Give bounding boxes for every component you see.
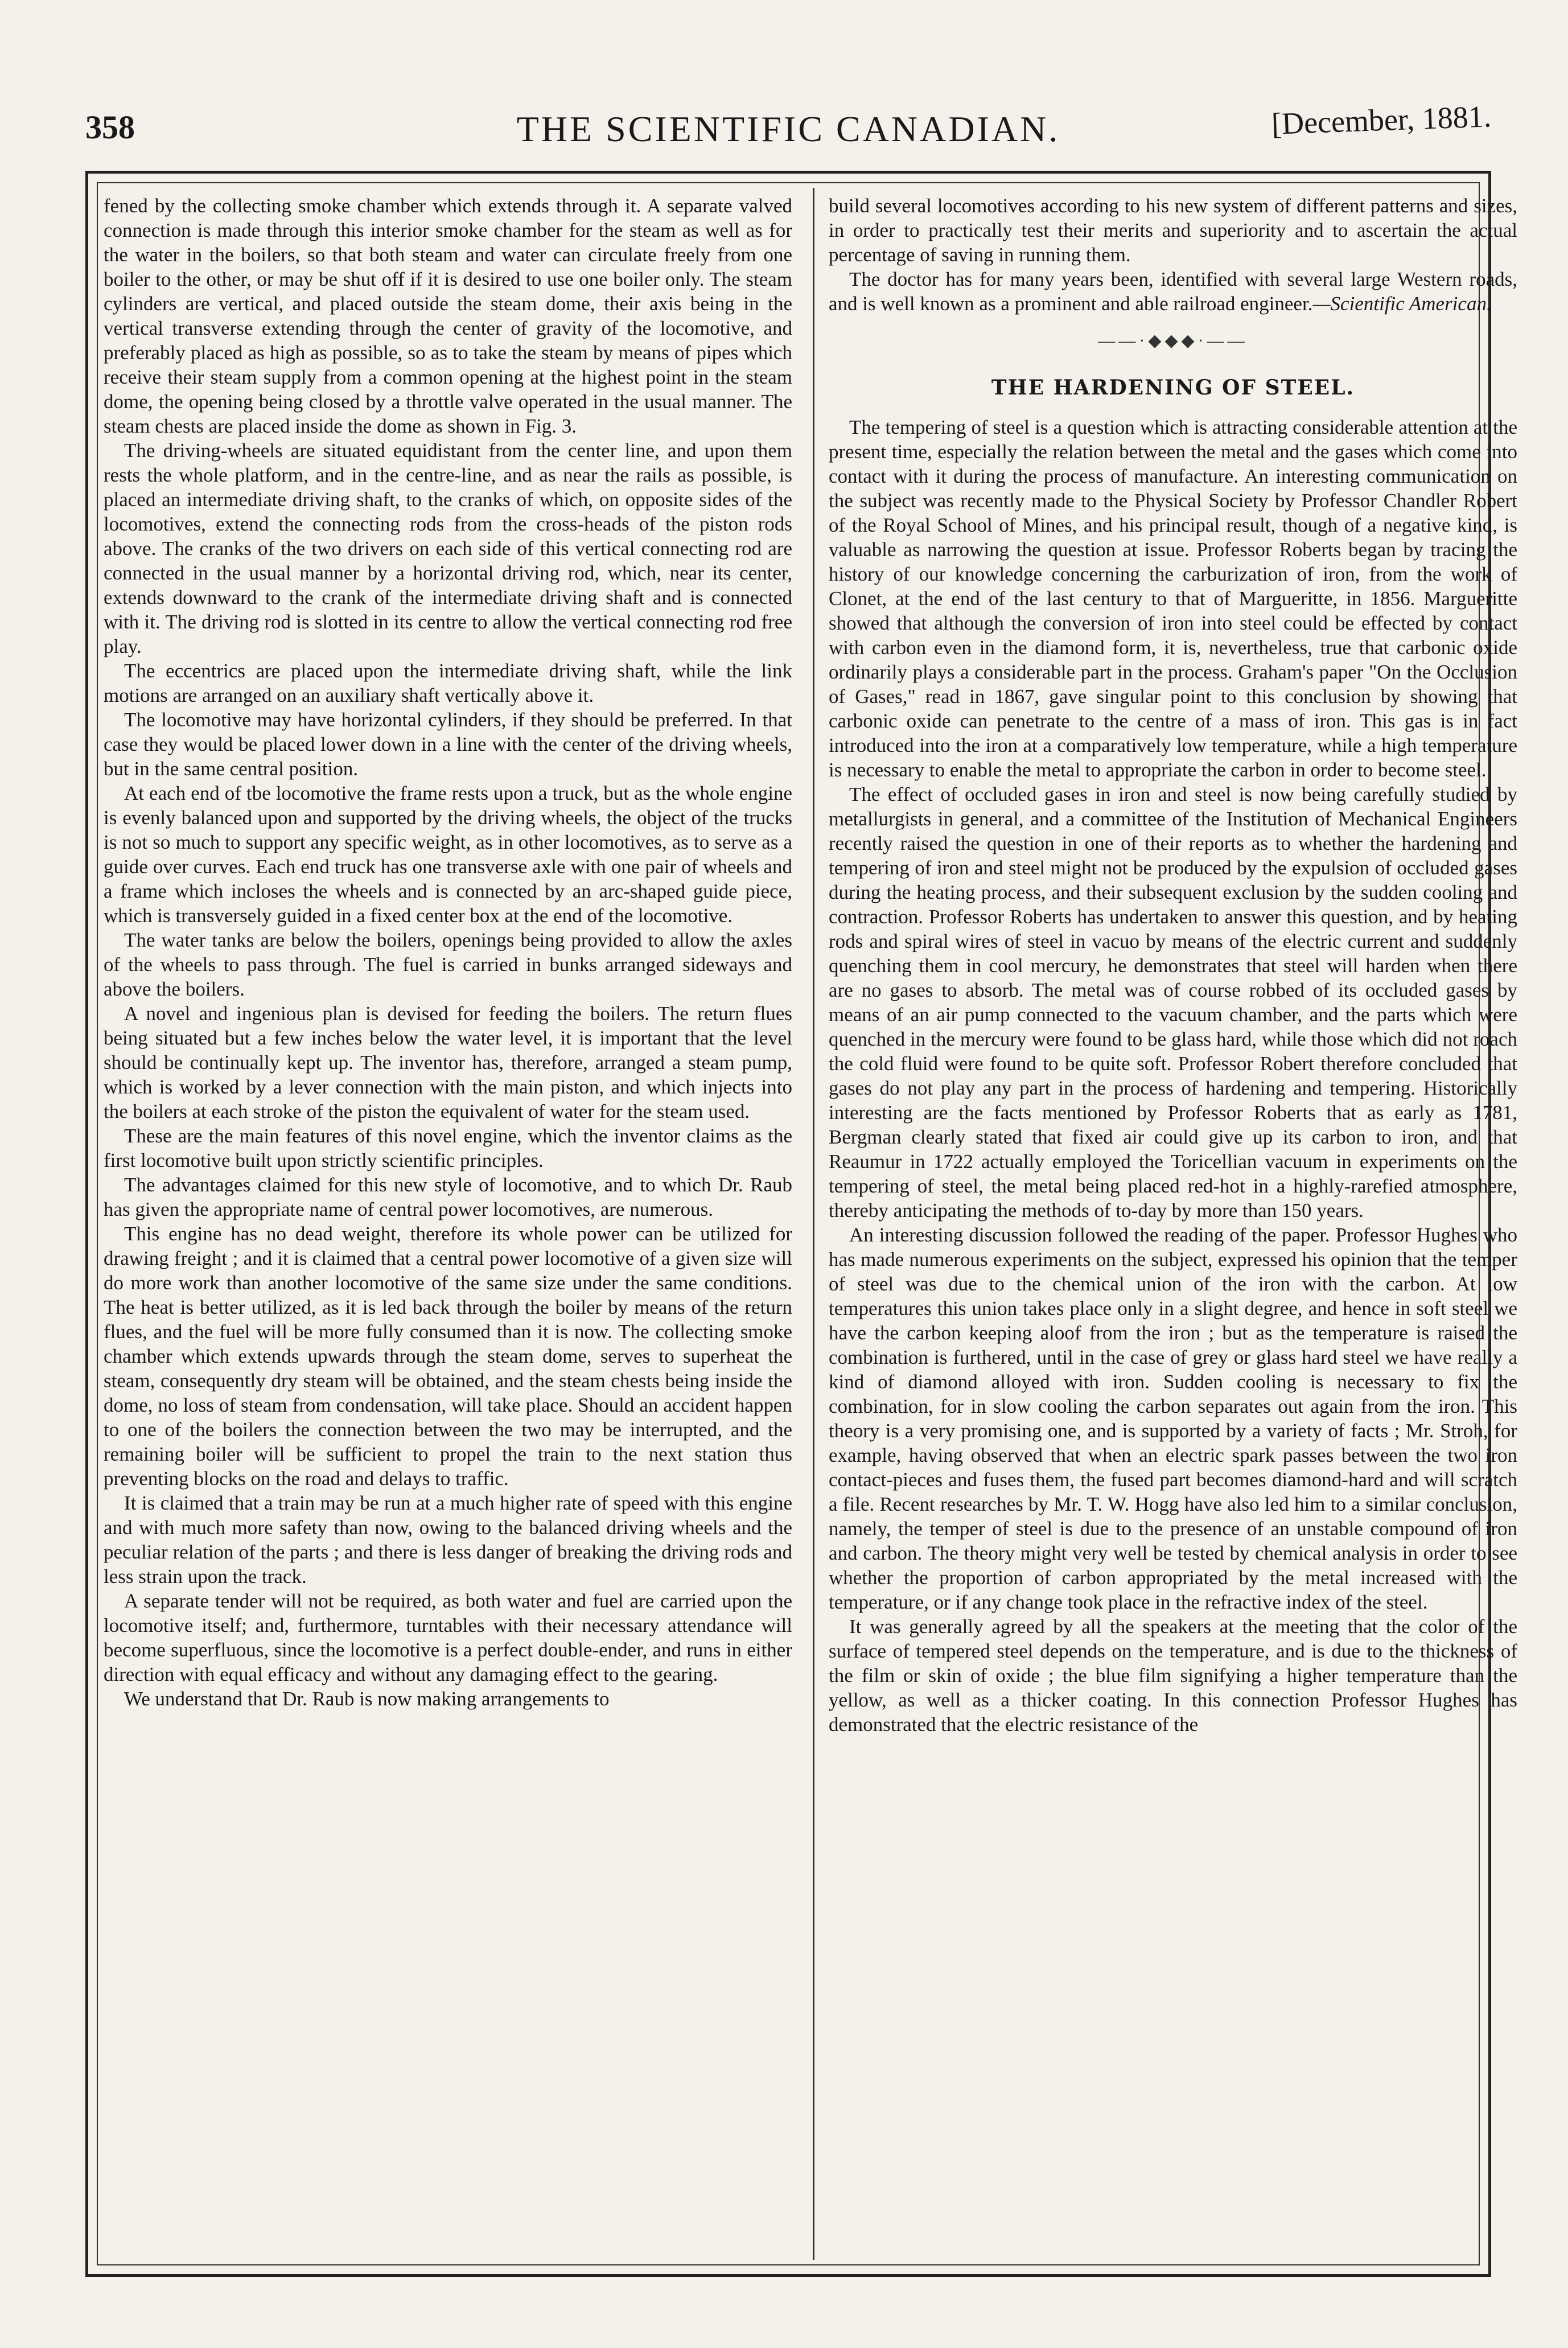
section-divider: ——·◆◆◆·—— [1098, 331, 1248, 350]
source-credit: —Scientific American. [1312, 293, 1492, 315]
issue-date: [December, 1881. [1270, 99, 1492, 141]
left-paragraph: The advantages claimed for this new style of locomotive, and to which Dr. Raub has given the appropriate name of central power locomotives, are numerous. [104, 1174, 792, 1220]
section-heading: THE HARDENING OF STEEL. [991, 376, 1355, 400]
journal-title: THE SCIENTIFIC CANADIAN. [516, 109, 1060, 149]
left-paragraph: The locomotive may have horizontal cylinders, if they should be preferred. In that case they would be placed lower down in a line with the center of the driving wheels, but in the same central position. [104, 709, 792, 780]
left-paragraph: It is claimed that a train may be run at a much higher rate of speed with this engine and with much more safety than now, owing to the balanced driving wheels and the peculiar relation of the parts ; and there is less danger of breaking the driving rods and less strain upon the track. [104, 1492, 792, 1588]
right-paragraph [829, 267, 1517, 316]
left-paragraph: fened by the collecting smoke chamber which extends through it. A separate valved connection is made through this interior smoke chamber for the steam as well as for the water in the boilers, so that both steam and water can circulate freely from one boiler to the other, or may be shut off if it is desired to use one boiler only. The steam cylinders are vertical, and placed outside the steam dome, their axis being in the vertical transverse extending through the center of gravity of the locomotive, and preferably placed as high as possible, so as to take the steam by means of pipes which receive their steam supply from a common opening at the highest point in the steam dome, the opening being closed by a throttle valve operated in the usual manner. The steam chests are placed inside the dome as shown in Fig. 3. [104, 195, 792, 437]
left-paragraph: We understand that Dr. Raub is now making arrangements to [124, 1688, 610, 1710]
left-column [104, 194, 792, 2260]
left-paragraph: The eccentrics are placed upon the intermediate driving shaft, while the link motions are arranged on an auxiliary shaft vertically above it. [104, 660, 792, 706]
article-paragraph: The tempering of steel is a question which is attracting considerable attention at the present time, especially the relation between the metal and the gases which come into contact with it during the process of manufacture. An interesting communication on the subject was recently made to the Physical Society by Professor Chandler Robert of the Royal School of Mines, and his principal result, though of a negative kind, is valuable as narrowing the question at issue. Professor Roberts began by tracing the history of our knowledge concerning the carburization of iron, from the work of Clonet, at the end of the last century to that of Margueritte, in 1856. Margueritte showed that although the conversion of iron into steel could be effected by contact with carbon even in the diamond form, it is, nevertheless, true that carbonic oxide ordinarily plays a considerable part in the process. Graham's paper "On the Occlusion of Gases," read in 1867, gave singular point to this conclusion by showing that carbonic oxide can penetrate to the centre of a mass of iron. This gas is in fact introduced into the iron at a comparatively low temperature, while a high temperature is necessary to enable the metal to appropriate the carbon in order to become steel. [829, 416, 1517, 781]
left-paragraph: A separate tender will not be required, as both water and fuel are carried upon the locomotive itself; and, furthermore, turntables with their necessary attendance will become superfluous, since the locomotive is a perfect double-ender, and runs in either direction with equal efficacy and without any damaging effect to the gearing. [104, 1590, 792, 1685]
article-paragraph: An interesting discussion followed the reading of the paper. Professor Hughes who has made numerous experiments on the subject, expressed his opinion that the temper of steel was due to the chemical union of the iron with the carbon. At low temperatures this union takes place only in a slight degree, and hence in soft steel we have the carbon keeping aloof from the iron ; but as the temperature is raised the combination is furthered, until in the case of grey or glass hard steel we have really a kind of diamond alloyed with iron. Sudden cooling is necessary to fix the combination, for in slow cooling the carbon separates out again from the iron. This theory is a very promising one, and is supported by a variety of facts ; Mr. Stroh, for example, having observed that when an electric spark passes between the two iron contact-pieces and fuses them, the fused part becomes diamond-hard and will scratch a file. Recent researches by Mr. T. W. Hogg have also led him to a similar conclusion, namely, the temper of steel is due to the presence of an unstable compound of iron and carbon. The theory might very well be tested by chemical analysis in order to see whether the proportion of carbon appropriated by the metal increased with the temperature, or if any change took place in the refractive index of the steel. [829, 1224, 1517, 1613]
left-paragraph: This engine has no dead weight, therefore its whole power can be utilized for drawing freight ; and it is claimed that a central power locomotive of a given size will do more work than another locomotive of the same size under the same conditions. The heat is better utilized, as it is led back through the boiler by means of the return flues, and the fuel will be more fully consumed than it is now. The collecting smoke chamber which extends upwards through the steam dome, serves to superheat the steam, consequently dry steam will be obtained, and the steam chests being inside the dome, no loss of steam from condensation, will take place. Should an accident happen to one of the boilers the connection between the two may be interrupted, and the remaining boiler will be sufficient to propel the train to the next station thus preventing blocks on the road and delays to traffic. [104, 1223, 792, 1490]
left-paragraph: The water tanks are below the boilers, openings being provided to allow the axles of the wheels to pass through. The fuel is carried in bunks arranged sideways and above the boilers. [104, 929, 792, 1000]
right-column [829, 194, 1517, 2260]
left-paragraph: These are the main features of this novel engine, which the inventor claims as the first locomotive built upon strictly scientific principles. [104, 1125, 792, 1171]
page-number: 358 [85, 109, 135, 146]
article-paragraph: The effect of occluded gases in iron and steel is now being carefully studied by metallurgists in general, and a committee of the Institution of Mechanical Engineers recently raised the question in one of their reports as to whether the hardening and tempering of iron and steel might not be produced by the expulsion of occluded gases during the heating process, and their subsequent exclusion by the sudden cooling and contraction. Professor Roberts has undertaken to answer this question, and by heating rods and spiral wires of steel in vacuo by means of the electric current and suddenly quenching them in cool mercury, he demonstrates that steel will harden when there are no gases to absorb. The metal was of course robbed of its occluded gases by means of an air pump connected to the vacuum chamber, and the parts which were quenched in the mercury were found to be glass hard, while those which did not roach the cold fluid were found to be quite soft. Professor Robert therefore concluded that gases do not play any part in the process of hardening and tempering. Historically interesting are the facts mentioned by Professor Roberts that as early as 1781, Bergman clearly stated that fixed air could give up its carbon to iron, and that Reaumur in 1722 actually employed the Toricellian vacuum in experiments on the tempering of steel, the metal being placed red-hot in a highly-rarefied atmosphere, thereby anticipating the methods of to-day by more than 150 years. [829, 783, 1517, 1222]
article-paragraph: It was generally agreed by all the speakers at the meeting that the color of the surface of tempered steel depends on the temperature, and is due to the thickness of the film or skin of oxide ; the blue film signifying a higher temperature than the yellow, as well as a thicker coating. In this connection Professor Hughes has demonstrated that the electric resistance of the [829, 1615, 1517, 1736]
column-divider [813, 188, 814, 2260]
right-paragraph: build several locomotives according to his new system of different patterns and sizes, in order to practically test their merits and superiority and to ascertain the actual percentage of saving in running them. [829, 195, 1517, 266]
left-paragraph: The driving-wheels are situated equidistant from the center line, and upon them rests the whole platform, and in the centre-line, and as near the rails as possible, is placed an intermediate driving shaft, to the cranks of which, on opposite sides of the locomotives, extend the connecting rods from the cross-heads of the piston rods above. The cranks of the two drivers on each side of this vertical connecting rod are connected in the usual manner by a horizontal driving rod, which, near its center, extends downward to the crank of the intermediate driving shaft and is connected with it. The driving rod is slotted in its centre to allow the vertical connecting rod free play. [104, 439, 792, 657]
page-header [85, 97, 1491, 165]
left-paragraph: At each end of tbe locomotive the frame rests upon a truck, but as the whole engine is evenly balanced upon and supported by the driving wheels, the object of the trucks is not so much to support any specific weight, as in other locomotives, as to serve as a guide over curves. Each end truck has one transverse axle with one pair of wheels and a frame which incloses the wheels and is connected by an arc-shaped guide piece, which is transversely guided in a fixed center box at the end of the locomotive. [104, 782, 792, 927]
left-paragraph: A novel and ingenious plan is devised for feeding the boilers. The return flues being situated but a few inches below the water level, it is important that the level should be continually kept up. The inventor has, therefore, arranged a steam pump, which is worked by a lever connection with the main piston, and which injects into the boilers at each stroke of the piston the equivalent of water for the steam used. [104, 1002, 792, 1122]
right-paragraph-text: The doctor has for many years been, identified with several large Western roads, and is well known as a prominent and able railroad engineer. [829, 268, 1517, 315]
